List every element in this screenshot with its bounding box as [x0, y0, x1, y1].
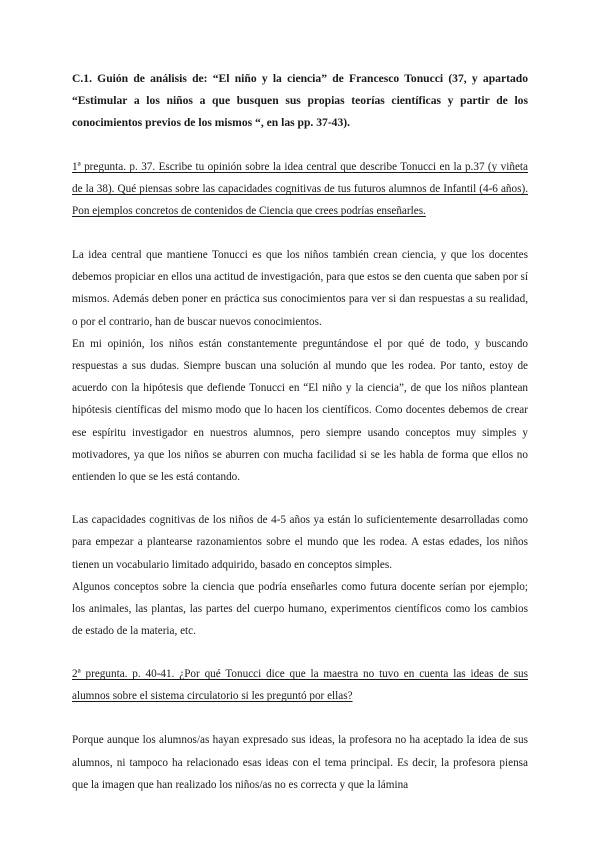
answer-1-paragraph-1: La idea central que mantiene Tonucci es que los niños también crean ciencia, y que los docentes debemos propiciar en ellos una actitud de investigación, para que estos se den cuenta que saben por sí mismos. Además deben poner en práctica sus conocimientos para ver si dan respuestas a su realidad, o por el contrario, han de buscar nuevos conocimientos. — [72, 249, 528, 328]
document-title: C.1. Guión de análisis de: “El niño y la ciencia” de Francesco Tonucci (37, y apartado “Estimular a los niños a que busquen sus propias teorías científicas y partir de los conocimientos previos de los mismos “, en las pp. 37-43). — [72, 72, 528, 129]
answer-1-paragraph-2: En mi opinión, los niños están constantemente preguntándose el por qué de todo, y buscando respuestas a sus dudas. Siempre buscan una solución al mundo que les rodea. Por tanto, estoy de acuerdo con la hipótesis que defiende Tonucci en “El niño y la ciencia”, de que los niños plantean hipótesis científicas del mismo modo que lo hacen los científicos. Como docentes debemos de crear ese espíritu investigador en nuestros alumnos, pero siempre usando conceptos muy simples y motivadores, ya que los niños se aburren con mucha facilidad si se les habla de forma que ellos no entienden lo que se les está contando. — [72, 337, 528, 484]
document-body — [72, 68, 528, 796]
question-1: 1ª pregunta. p. 37. Escribe tu opinión sobre la idea central que describe Tonucci en la p.37 (y viñeta de la 38). Qué piensas sobre las capacidades cognitivas de tus futuros alumnos de Infantil (4-6 años). Pon ejemplos concretos de contenidos de Ciencia que crees podrías enseñarles. — [72, 161, 528, 217]
paragraph-gap — [72, 488, 528, 509]
answer-2-paragraph-1: Porque aunque los alumnos/as hayan expresado sus ideas, la profesora no ha aceptado la idea de sus alumnos, ni tampoco ha relacionado esas ideas con el tema principal. Es decir, la profesora piensa que la imagen que han realizado los niños/as no es correcta y que la lámina — [72, 734, 528, 791]
answer-1-paragraph-4: Algunos conceptos sobre la ciencia que podría enseñarles como futura docente serían por ejemplo; los animales, las plantas, las partes del cuerpo humano, experimentos científicos como los cambios de estado de la materia, etc. — [72, 580, 528, 638]
paragraph-gap — [72, 642, 528, 663]
question-2: 2ª pregunta. p. 40-41. ¿Por qué Tonucci dice que la maestra no tuvo en cuenta las ideas de sus alumnos sobre el sistema circulatorio si les preguntó por ellas? — [72, 668, 528, 703]
answer-1-paragraph-3: Las capacidades cognitivas de los niños de 4-5 años ya están lo suficientemente desarrolladas como para empezar a plantearse razonamientos sobre el mundo que les rodea. A estas edades, los niños tienen un vocabulario limitado adquirido, basado en conceptos simples. — [72, 514, 528, 571]
